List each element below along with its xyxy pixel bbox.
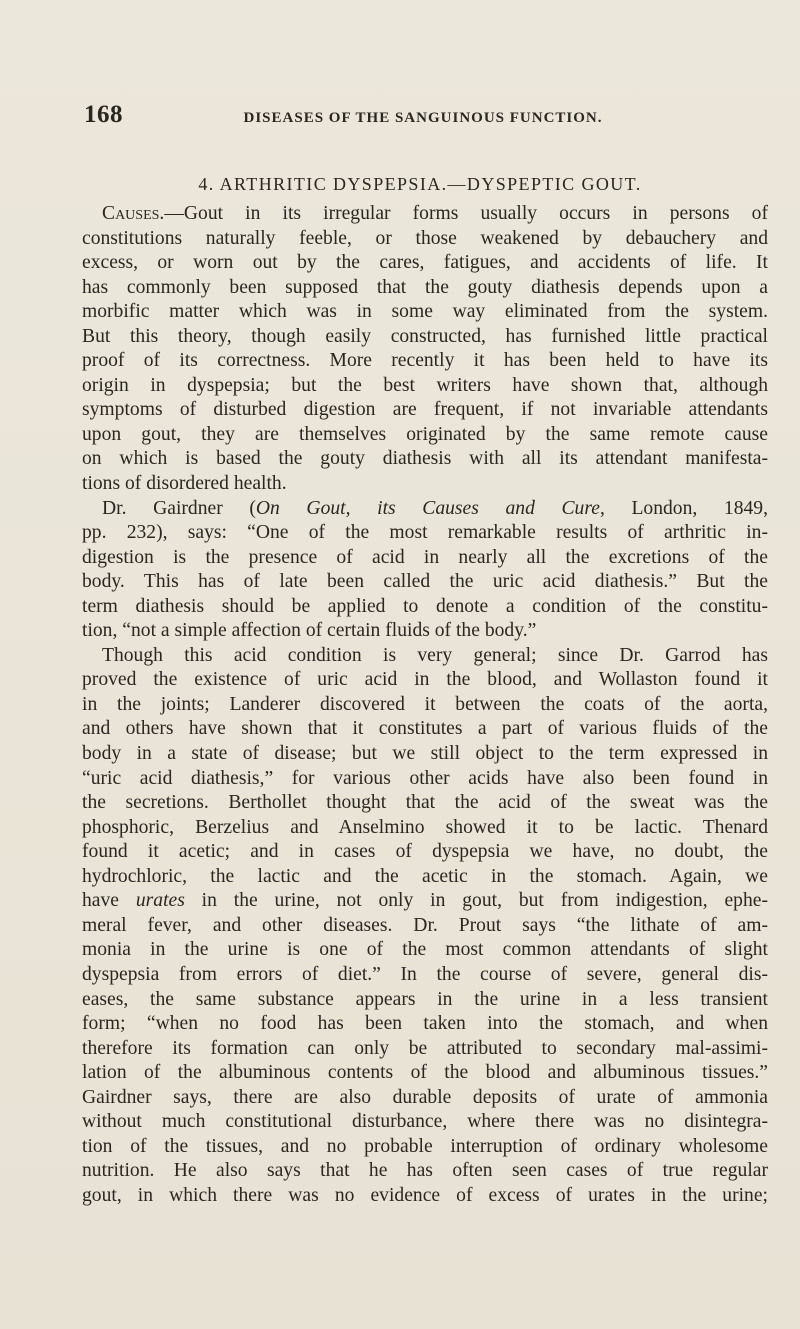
text-line: symptoms of disturbed digestion are frequent, if not invariable attendants bbox=[82, 399, 768, 421]
text-line: found it acetic; and in cases of dyspepsia we have, no doubt, the bbox=[82, 841, 768, 863]
text-line: pp. 232), says: “One of the most remarkable results of arthritic in- bbox=[82, 522, 768, 544]
text-line: tion, “not a simple affection of certain fluids of the body.” bbox=[82, 620, 537, 642]
text-line: and others have shown that it constitutes a part of various fluids of the bbox=[82, 718, 768, 740]
text-line: monia in the urine is one of the most common attendants of slight bbox=[82, 939, 768, 961]
text-line: meral fever, and other diseases. Dr. Prout says “the lithate of am- bbox=[82, 914, 768, 936]
text-line bbox=[82, 497, 768, 522]
text-line: tion of the tissues, and no probable interruption of ordinary wholesome bbox=[82, 1135, 768, 1157]
text-line: form; “when no food has been taken into the stomach, and when bbox=[82, 1013, 768, 1035]
text-line: therefore its formation can only be attributed to secondary mal-assimi- bbox=[82, 1037, 768, 1059]
text-line: proof of its correctness. More recently it has been held to have its bbox=[82, 350, 768, 372]
text-line: on which is based the gouty diathesis with all its attendant manifesta- bbox=[82, 448, 768, 470]
text-line: the secretions. Berthollet thought that the acid of the sweat was the bbox=[82, 792, 768, 814]
text-line bbox=[82, 889, 768, 914]
text-line: Though this acid condition is very general; since Dr. Garrod has bbox=[102, 644, 768, 666]
text-line: term diathesis should be applied to denote a condition of the constitu- bbox=[82, 595, 768, 617]
text-line: has commonly been supposed that the gouty diathesis depends upon a bbox=[82, 276, 768, 298]
line-text: —Gout in its irregular forms usually occurs in persons of bbox=[164, 203, 768, 224]
text-line: origin in dyspepsia; but the best writers have shown that, although bbox=[82, 374, 768, 396]
text-line: Gairdner says, there are also durable deposits of urate of ammonia bbox=[82, 1086, 768, 1108]
text-line: eases, the same substance appears in the urine in a less transient bbox=[82, 988, 768, 1010]
text-line: upon gout, they are themselves originated by the same remote cause bbox=[82, 423, 768, 445]
text-line: body in a state of disease; but we still object to the term expressed in bbox=[82, 743, 768, 765]
text-line: But this theory, though easily constructed, has furnished little practical bbox=[82, 325, 768, 347]
text-line bbox=[82, 202, 768, 227]
body-text bbox=[82, 202, 768, 1208]
text-line: lation of the albuminous contents of the blood and albuminous tissues.” bbox=[82, 1062, 768, 1084]
text-line: morbific matter which was in some way eliminated from the system. bbox=[82, 301, 768, 323]
cited-title: On Gout, its Causes and Cure bbox=[255, 497, 600, 519]
text-line: tions of disordered health. bbox=[82, 473, 287, 495]
section-heading: 4. ARTHRITIC DYSPEPSIA.—DYSPEPTIC GOUT. bbox=[198, 174, 642, 194]
section-lead: Causes. bbox=[102, 203, 165, 224]
text-line: phosphoric, Berzelius and Anselmino showed it to be lactic. Thenard bbox=[82, 816, 768, 838]
text-line: without much constitutional disturbance, where there was no disintegra- bbox=[82, 1111, 768, 1133]
text-line: “uric acid diathesis,” for various other acids have also been found in bbox=[82, 767, 768, 789]
text-line: excess, or worn out by the cares, fatigues, and accidents of life. It bbox=[82, 252, 768, 274]
text-line: digestion is the presence of acid in nearly all the excretions of the bbox=[82, 546, 768, 568]
text-line: proved the existence of uric acid in the blood, and Wollaston found it bbox=[82, 669, 768, 691]
text-line: body. This has of late been called the uric acid diathesis.” But the bbox=[82, 571, 768, 593]
line-text: have bbox=[82, 890, 136, 912]
text-line: constitutions naturally feeble, or those weakened by debauchery and bbox=[82, 227, 768, 249]
text-line: in the joints; Landerer discovered it between the coats of the aorta, bbox=[82, 693, 768, 715]
line-text: , London, 1849, bbox=[599, 497, 768, 519]
text-line: nutrition. He also says that he has often seen cases of true regular bbox=[82, 1160, 768, 1182]
line-text: Dr. Gairdner ( bbox=[102, 497, 256, 519]
running-title: DISEASES OF THE SANGUINOUS FUNCTION. bbox=[243, 110, 603, 126]
text-line: gout, in which there was no evidence of excess of urates in the urine; bbox=[82, 1184, 768, 1206]
text-line: hydrochloric, the lactic and the acetic in the stomach. Again, we bbox=[82, 865, 768, 887]
page-number: 168 bbox=[84, 101, 123, 128]
line-text: in the urine, not only in gout, but from indigestion, ephe- bbox=[184, 890, 768, 912]
text-line: dyspepsia from errors of diet.” In the course of severe, general dis- bbox=[82, 963, 768, 985]
emphasized-word: urates bbox=[135, 890, 185, 912]
